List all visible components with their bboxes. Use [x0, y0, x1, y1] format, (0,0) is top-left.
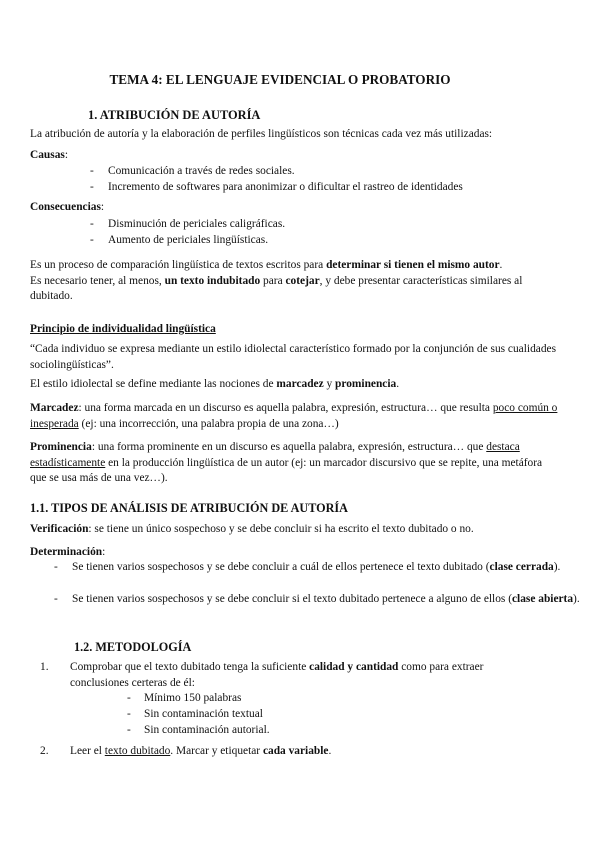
verificacion-paragraph: Verificación: se tiene un único sospechoso y se debe concluir si ha escrito el texto dubitado o no. — [30, 523, 474, 535]
document-title: TEMA 4: EL LENGUAJE EVIDENCIAL O PROBATORIO — [109, 72, 451, 87]
causas-label: Causas: — [30, 149, 68, 161]
marcadez-paragraph: Marcadez: una forma marcada en un discurso es aquella palabra, expresión, estructura… que resulta poco común o inesperada (ej: una incorrección, una palabra propia de una zona…) — [30, 402, 558, 430]
prominencia-paragraph: Prominencia: una forma prominente en un discurso es aquella palabra, expresión, estructura… que destaca estadísticamente en la producción lingüística de un autor (ej: un marcador discursivo que se repite, una metáfora que se usa más de una vez…). — [30, 441, 543, 484]
section-heading-metodologia: 1.2. METODOLOGÍA — [74, 640, 192, 654]
list-item: - Se tienen varios sospechosos y se debe concluir a cuál de ellos pertenece el texto dubitado (clase cerrada). — [54, 561, 561, 573]
consecuencias-label: Consecuencias: — [30, 201, 105, 213]
intro-paragraph: La atribución de autoría y la elaboración de perfiles lingüísticos son técnicas cada vez más utilizadas: — [30, 128, 493, 140]
principio-heading: Principio de individualidad lingüística — [30, 323, 216, 335]
section-heading-tipos: 1.1. TIPOS DE ANÁLISIS DE ATRIBUCIÓN DE AUTORÍA — [30, 501, 348, 515]
section-heading-atribucion: 1. ATRIBUCIÓN DE AUTORÍA — [88, 108, 261, 122]
list-item: - Se tienen varios sospechosos y se debe concluir si el texto dubitado pertenece a alguno de ellos (clase abierta). — [54, 593, 580, 605]
estilo-paragraph: El estilo idiolectal se define mediante las nociones de marcadez y prominencia. — [30, 378, 400, 390]
list-item: 1. Comprobar que el texto dubitado tenga la suficiente calidad y cantidad como para extraer conclusiones certeras de él: — [40, 661, 484, 689]
principio-quote: “Cada individuo se expresa mediante un estilo idiolectal característico formado por la conjunción de sus cualidades sociolingüísticas”. — [30, 343, 557, 371]
proceso-paragraph: Es un proceso de comparación lingüística de textos escritos para determinar si tienen el mismo autor. Es necesario tener, al menos, un texto indubitado para cotejar, y debe presentar características similares al dubitado. — [30, 259, 523, 302]
determinacion-label: Determinación: — [30, 546, 106, 558]
list-item: 2. Leer el texto dubitado. Marcar y etiquetar cada variable. — [40, 745, 332, 757]
